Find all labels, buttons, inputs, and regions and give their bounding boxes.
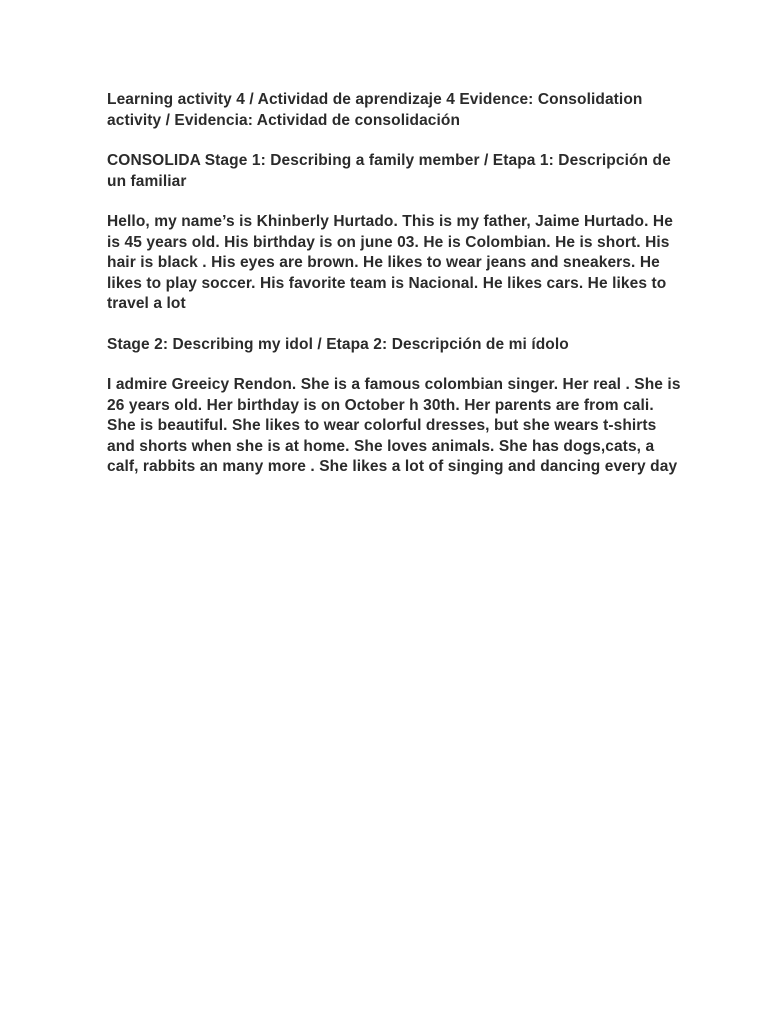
text-line: and shorts when she is at home. She loves animals. She has dogs,cats, a xyxy=(107,437,655,455)
text-line: 26 years old. Her birthday is on October h 30th. Her parents are from cali. xyxy=(107,396,654,414)
text-line: calf, rabbits an many more . She likes a lot of singing and dancing every day xyxy=(107,458,678,475)
text-line: Hello, my name’s is Khinberly Hurtado. This is my father, Jaime Hurtado. He xyxy=(107,213,673,230)
title-paragraph xyxy=(107,90,667,131)
idol-paragraph xyxy=(107,375,681,478)
text-line: is 45 years old. His birthday is on june 03. He is Colombian. He is short. His xyxy=(107,233,670,251)
text-line: Stage 2: Describing my idol / Etapa 2: Descripción de mi ídolo xyxy=(107,335,569,353)
text-line: Learning activity 4 / Actividad de aprendizaje 4 Evidence: Consolidation xyxy=(107,91,643,108)
family-member-paragraph xyxy=(107,212,673,315)
text-line: activity / Evidencia: Actividad de consolidación xyxy=(107,111,461,129)
text-line: CONSOLIDA Stage 1: Describing a family member / Etapa 1: Descripción de xyxy=(107,152,671,169)
text-line: likes to play soccer. His favorite team is Nacional. He likes cars. He likes to xyxy=(107,274,667,292)
text-line: hair is black . His eyes are brown. He likes to wear jeans and sneakers. He xyxy=(107,254,660,271)
document-body xyxy=(107,90,681,498)
stage-1-heading xyxy=(107,151,671,192)
text-line: un familiar xyxy=(107,172,187,190)
text-line: She is beautiful. She likes to wear colorful dresses, but she wears t-shirts xyxy=(107,417,657,434)
text-line: travel a lot xyxy=(107,295,186,312)
stage-2-heading xyxy=(107,335,667,356)
text-line: I admire Greeicy Rendon. She is a famous colombian singer. Her real . She is xyxy=(107,376,681,393)
